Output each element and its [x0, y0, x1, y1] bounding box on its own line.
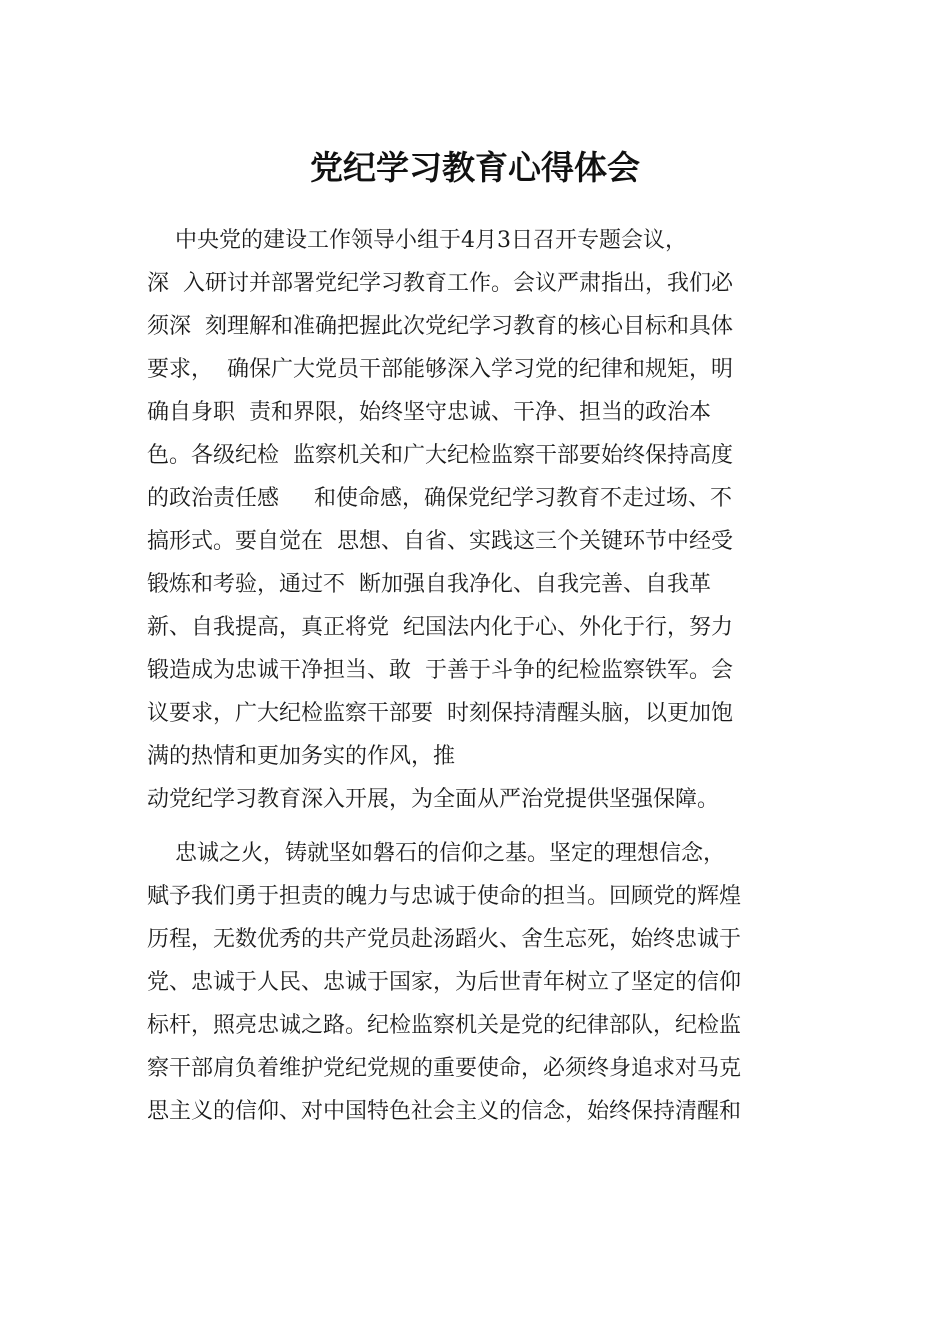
paragraph-line: 满的热情和更加务实的作风，推	[147, 744, 456, 769]
paragraph-line: 深 入研讨并部署党纪学习教育工作。会议严肃指出，我们必	[147, 271, 733, 296]
paragraph-line: 锻炼和考验，通过不 断加强自我净化、自我完善、自我革	[147, 572, 711, 597]
paragraph-line: 新、自我提高，真正将党 纪国法内化于心、外化于行，努力	[147, 615, 733, 640]
paragraph-line: 历程，无数优秀的共产党员赴汤蹈火、舍生忘死，始终忠诚于	[147, 927, 742, 952]
paragraph-line: 标杆，照亮忠诚之路。纪检监察机关是党的纪律部队，纪检监	[147, 1013, 742, 1038]
paragraph-line: 议要求，广大纪检监察干部要 时刻保持清醒头脑，以更加饱	[147, 701, 733, 726]
paragraph-line: 须深 刻理解和准确把握此次党纪学习教育的核心目标和具体	[147, 314, 733, 339]
paragraph-line: 色。各级纪检 监察机关和广大纪检监察干部要始终保持高度	[147, 443, 733, 468]
paragraph-line: 要求， 确保广大党员干部能够深入学习党的纪律和规矩，明	[147, 357, 733, 382]
paragraph-line: 思主义的信仰、对中国特色社会主义的信念，始终保持清醒和	[147, 1099, 742, 1124]
document-title: 党纪学习教育心得体会	[310, 148, 640, 187]
paragraph-line: 确自身职 责和界限，始终坚守忠诚、干净、担当的政治本	[147, 400, 711, 425]
paragraph-line: 锻造成为忠诚干净担当、敢 于善于斗争的纪检监察铁军。会	[147, 658, 733, 683]
paragraph-line: 动党纪学习教育深入开展，为全面从严治党提供坚强保障。	[147, 787, 720, 812]
paragraph-line: 中央党的建设工作领导小组于4月3日召开专题会议，	[147, 228, 687, 253]
paragraph-line: 搞形式。要自觉在 思想、自省、实践这三个关键环节中经受	[147, 529, 733, 554]
paragraph-line: 察干部肩负着维护党纪党规的重要使命，必须终身追求对马克	[147, 1056, 742, 1081]
paragraph-line: 忠诚之火，铸就坚如磐石的信仰之基。坚定的理想信念，	[147, 841, 725, 866]
paragraph-line: 党、忠诚于人民、忠诚于国家，为后世青年树立了坚定的信仰	[147, 970, 742, 995]
paragraph-line: 的政治责任感 和使命感，确保党纪学习教育不走过场、不	[147, 486, 732, 511]
paragraph-line: 赋予我们勇于担责的魄力与忠诚于使命的担当。回顾党的辉煌	[147, 884, 742, 909]
